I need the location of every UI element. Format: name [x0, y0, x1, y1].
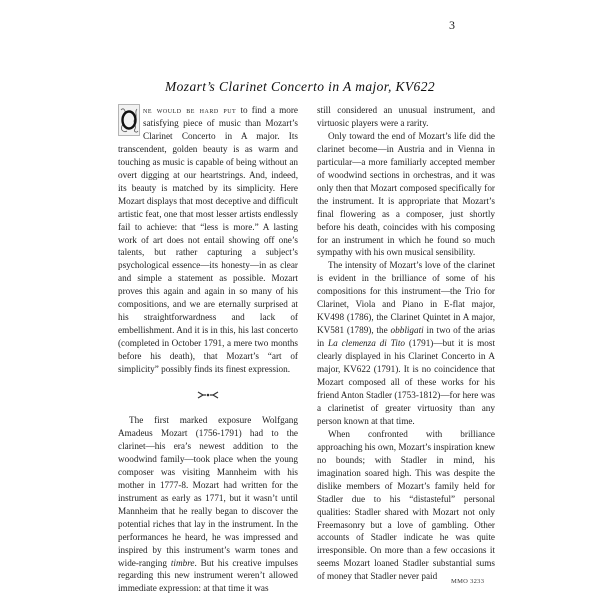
obbligati-italic: obbligati — [390, 325, 424, 336]
opera-title-italic: La clemenza di Tito — [328, 338, 405, 349]
drop-cap-letter: O — [127, 119, 131, 125]
late-life-paragraph: Only toward the end of Mozart’s life did the clarinet become—in Austria and in Vienna in particular—a more familiarly accepted member of woodwind sections in orchestras, and it was only then that Mozart composed specifically for the instrument. It is appropriate that Mozart’s final flowering as a composer, just shortly before his death, coincides with his composing for an instrument in which he found so much sympathy with his own musical sensibility. — [317, 130, 495, 258]
clarinet-history-paragraph: The first marked exposure Wolfgang Amadeus Mozart (1756-1791) had to the clarinet—his era’s newest addition to the woodwind family—took place when the young composer was visiting Mannheim with his mother in 1777-8. Mozart had written for the instrument as early as 1771, but it wasn’t until Mannheim that he really began to discover the potential riches that lay in the instrument. In the performances he heard, he was impressed and inspired by this instrument’s warm tones and wide-ranging timbre. But his creative impulses regarding this new instrument weren’t allowed immediate expression: at that time it was — [118, 415, 299, 594]
page-title: Mozart’s Clarinet Concerto in A major, KV622 — [165, 79, 435, 94]
ornate-drop-cap — [118, 104, 140, 136]
left-column — [118, 104, 298, 595]
timbre-italic: timbre — [170, 557, 195, 568]
opening-paragraph-text: to find a more satisfying piece of music than Mozart’s Clarinet Concerto in A major. Its transcendent, golden beauty is as warm and touching as music is capable of being without an overt digging at our heartstrings. And, indeed, its beauty is matched by its simplicity. Here Mozart displays that most deceptive and difficult artistic feat, one that most lesser artists endlessly fail to achieve: that “less is more.” A lasting work of art does not entail showing off one’s talents, but rather capturing a subject’s psychological essence—its honesty—in as clear and simple a statement as possible. Mozart proves this again and again in so many of his compositions, and we are eternally surprised at his straightforwardness and lack of embellishment. And it is in this, his last concerto (completed in October 1791, a mere two months before his death), that Mozart’s “art of simplicity” possibly finds its finest expression. — [118, 105, 299, 375]
catalog-footer: MMO 3233 — [451, 578, 485, 585]
right-column — [317, 104, 495, 583]
stadler-paragraph: When confronted with brilliance approaching his own, Mozart’s inspiration knew no bounds; with Stadler in mind, his imagination soared high. This was despite the dislike members of Mozart’s family held for Stadler due to his “distasteful” personal qualities: Stadler shared with Mozart not only Freemasonry but a love of gambling. Other accounts of Stadler indicate he was quite irresponsible. On more than a few occasions it seems Mozart loaned Stadler substantial sums of money that Stadler never paid — [317, 428, 495, 582]
clarinet-works-paragraph: The intensity of Mozart’s love of the clarinet is evident in the brilliance of some of his compositions for this instrument—the Trio for Clarinet, Viola and Piano in E-flat major, KV498 (1786), the Clarinet Quintet in A major, KV581 (1789), the obbligati in two of the arias in La clemenza di Tito (1791)—but it is most clearly displayed in his Clarinet Concerto in A major, KV622 (1791). It is no coincidence that Mozart composed all of these works for his friend Anton Stadler (1753-1812)—for here was a clarinetist of greater virtuosity than any person known at that time. — [317, 260, 495, 426]
page-number: 3 — [449, 18, 455, 32]
lead-in-smallcaps: ne would be hard put — [143, 105, 237, 115]
drop-cap-ornament-icon — [118, 104, 140, 136]
fleuron-icon — [196, 390, 220, 400]
opening-paragraph — [118, 104, 298, 376]
continuation-paragraph: still considered an unusual instrument, and virtuosic players were a rarity. — [317, 105, 495, 128]
section-ornament — [118, 390, 298, 402]
